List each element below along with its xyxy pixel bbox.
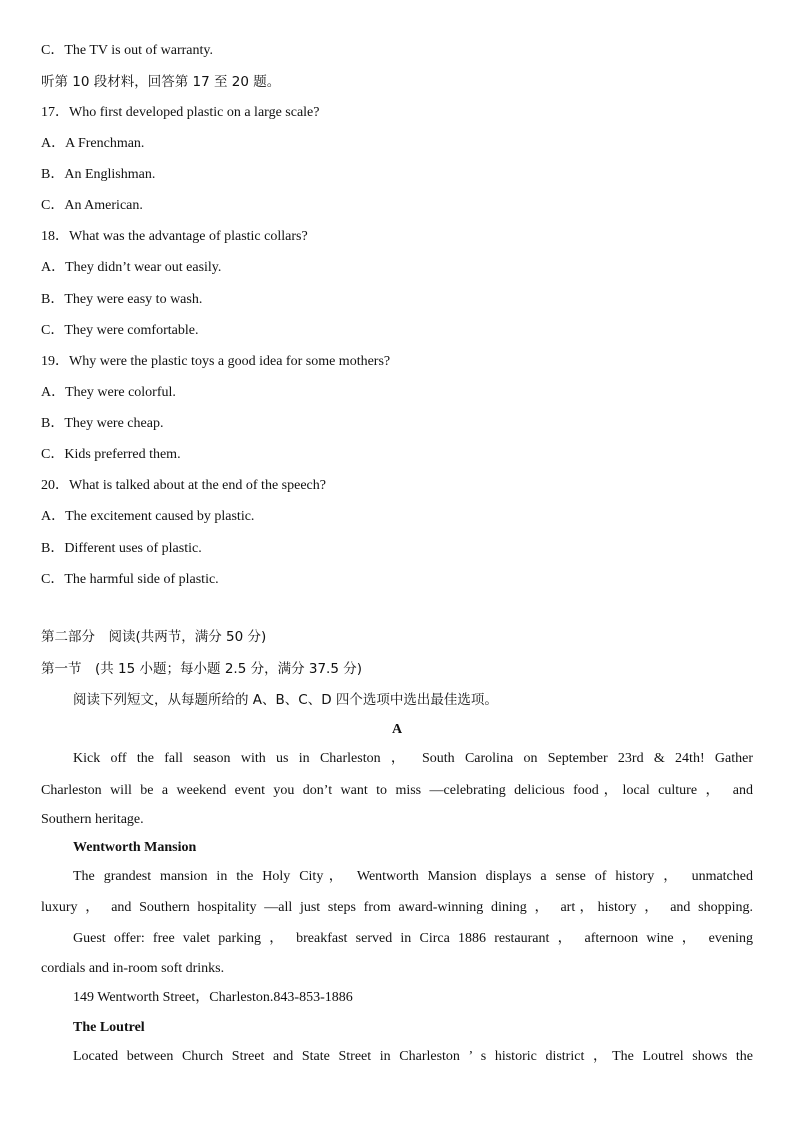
q19-option-a: A．They were colorful. xyxy=(41,385,176,400)
wentworth-address: 149 Wentworth Street，Charleston.843-853-1886 xyxy=(73,990,353,1005)
wentworth-desc-line-2: luxury ， and Southern hospitality —all just steps from award-winning dining ， art，history ， and shopping. xyxy=(41,900,753,915)
q20-option-b: B．Different uses of plastic. xyxy=(41,541,202,556)
q17-option-c: C．An American. xyxy=(41,198,143,213)
q16-option-c: C．The TV is out of warranty. xyxy=(41,43,213,58)
q19-option-c: C．Kids preferred them. xyxy=(41,447,181,462)
intro-line-3: Southern heritage. xyxy=(41,812,144,827)
intro-line-1: Kick off the fall season with us in Charleston ， South Carolina on September 23rd & 24th! Gather xyxy=(73,751,753,766)
heading-the-loutrel: The Loutrel xyxy=(73,1020,145,1035)
reading-part-title: 第二部分 阅读(共两节，满分 50 分) xyxy=(41,629,267,645)
guest-offer-line-2: cordials and in-room soft drinks. xyxy=(41,961,225,976)
question-20: 20．What is talked about at the end of the speech? xyxy=(41,478,326,493)
listening-section-instruction: 听第 10 段材料，回答第 17 至 20 题。 xyxy=(41,74,281,90)
q19-option-b: B．They were cheap. xyxy=(41,416,164,431)
passage-label: A xyxy=(391,722,403,737)
q18-option-a: A．They didn’t wear out easily. xyxy=(41,260,222,275)
q20-option-c: C．The harmful side of plastic. xyxy=(41,572,219,587)
intro-line-2: Charleston will be a weekend event you don’t want to miss —celebrating delicious food，local culture ， and xyxy=(41,783,753,798)
guest-offer-line-1: Guest offer: free valet parking ， breakfast served in Circa 1886 restaurant ， afternoon wine ， evening xyxy=(73,931,753,946)
question-19: 19．Why were the plastic toys a good idea for some mothers? xyxy=(41,354,391,369)
q17-option-b: B．An Englishman. xyxy=(41,167,156,182)
reading-instruction: 阅读下列短文，从每题所给的 A、B、C、D 四个选项中选出最佳选项。 xyxy=(73,692,498,708)
reading-section-title: 第一节 (共 15 小题；每小题 2.5 分，满分 37.5 分) xyxy=(41,661,362,677)
loutrel-desc-line-1: Located between Church Street and State Street in Charleston ’ s historic district ，The Loutrel shows the xyxy=(73,1049,753,1064)
heading-wentworth-mansion: Wentworth Mansion xyxy=(73,840,197,855)
q18-option-b: B．They were easy to wash. xyxy=(41,292,203,307)
question-17: 17．Who first developed plastic on a large scale? xyxy=(41,105,320,120)
q20-option-a: A．The excitement caused by plastic. xyxy=(41,509,255,524)
wentworth-desc-line-1: The grandest mansion in the Holy City， Wentworth Mansion displays a sense of history ， unmatched xyxy=(73,869,753,884)
q18-option-c: C．They were comfortable. xyxy=(41,323,199,338)
q17-option-a: A．A Frenchman. xyxy=(41,136,145,151)
question-18: 18．What was the advantage of plastic collars? xyxy=(41,229,308,244)
